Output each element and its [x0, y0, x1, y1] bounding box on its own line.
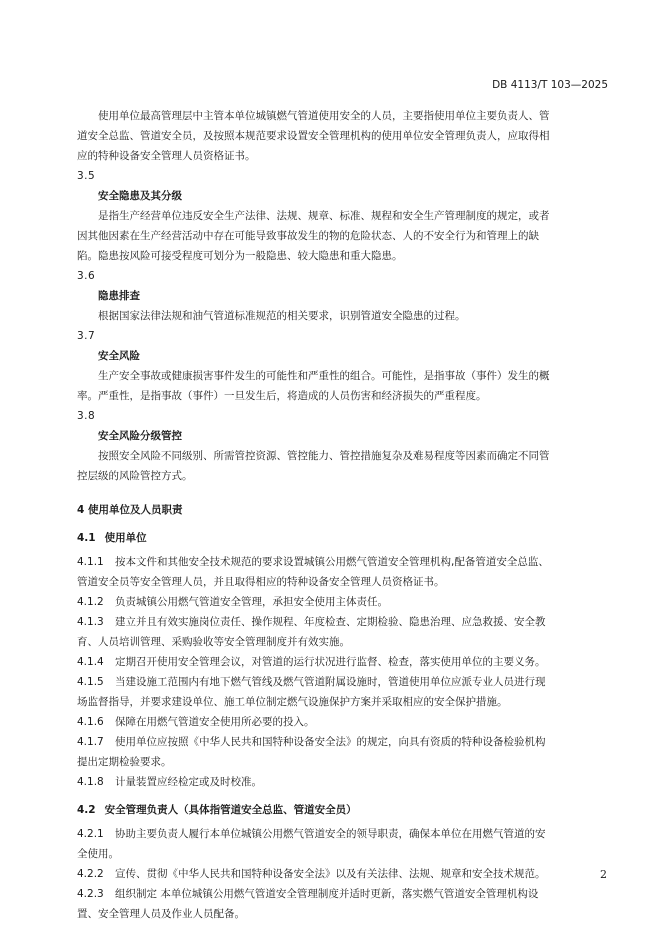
intro-line: 应的特种设备安全管理人员资格证书。	[77, 150, 256, 162]
term-number: 3.8	[77, 410, 96, 422]
subsection-number: 4.1	[77, 532, 96, 544]
term-definition-line: 根据国家法律法规和油气管道标准规范的相关要求，识别管道安全隐患的过程。	[98, 310, 466, 322]
clause-line: 4.1.5 当建设施工范围内有地下燃气管线及燃气管道附属设施时，管道使用单位应派专业人员进行现	[77, 672, 597, 692]
intro-line: 道安全总监、管道安全员，及按照本规范要求设置安全管理机构的使用单位安全管理负责人，应取得相	[77, 130, 550, 142]
document-body	[77, 106, 597, 924]
subsection-title: 使用单位	[104, 532, 147, 544]
clause-line: 4.1.8 计量装置应经检定或及时校准。	[77, 772, 597, 792]
clause-line: 4.1.3 建立并且有效实施岗位责任、操作规程、年度检查、定期检验、隐患治理、应急救援、安全教	[77, 612, 597, 632]
term-title: 安全风险分级管控	[98, 430, 182, 442]
page-number: 2	[600, 868, 607, 881]
term-number: 3.6	[77, 270, 96, 282]
clause-number: 4.1.5	[77, 676, 104, 688]
term-number: 3.7	[77, 330, 96, 342]
clause-number: 4.1.2	[77, 596, 104, 608]
clause-line: 全使用。	[77, 848, 119, 860]
term-definition-line: 率。严重性，是指事故（事件）一旦发生后，将造成的人员伤害和经济损失的严重程度。	[77, 390, 487, 402]
term-definition-line: 控层级的风险管控方式。	[77, 470, 193, 482]
term-number: 3.5	[77, 170, 96, 182]
clause-number: 4.1.1	[77, 556, 104, 568]
clause-line: 管道安全员等安全管理人员，并且取得相应的特种设备安全管理人员资格证书。	[77, 576, 445, 588]
clause-line: 4.1.6 保障在用燃气管道安全使用所必要的投入。	[77, 712, 597, 732]
document-code: DB 4113/T 103—2025	[492, 79, 608, 91]
clause-number: 4.1.6	[77, 716, 104, 728]
clause-line: 置、安全管理人员及作业人员配备。	[77, 908, 245, 920]
term-title: 安全隐患及其分级	[98, 190, 182, 202]
subsection-heading	[77, 800, 597, 820]
subsection-heading	[77, 528, 597, 548]
term-definition-line: 因其他因素在生产经营活动中存在可能导致事故发生的物的危险状态、人的不安全行为和管理上的缺	[77, 230, 539, 242]
clause-number: 4.1.3	[77, 616, 104, 628]
clause-line: 4.1.1 按本文件和其他安全技术规范的要求设置城镇公用燃气管道安全管理机构,配备管道安全总监、	[77, 552, 597, 572]
clause-number: 4.1.4	[77, 656, 104, 668]
subsection-number: 4.2	[77, 804, 96, 816]
clause-line: 4.2.3 组织制定 本单位城镇公用燃气管道安全管理制度并适时更新，落实燃气管道安全管理机构设	[77, 884, 597, 904]
term-definition-line: 陷。隐患按风险可接受程度可划分为一般隐患、较大隐患和重大隐患。	[77, 250, 403, 262]
term-title: 隐患排查	[98, 290, 140, 302]
clause-number: 4.1.8	[77, 776, 104, 788]
section-heading: 4 使用单位及人员职责	[77, 504, 183, 516]
term-title: 安全风险	[98, 350, 140, 362]
clause-line: 4.1.7 使用单位应按照《中华人民共和国特种设备安全法》的规定，向具有资质的特种设备检验机构	[77, 732, 597, 752]
clause-number: 4.2.1	[77, 828, 104, 840]
clause-line: 4.1.4 定期召开使用安全管理会议，对管道的运行状况进行监督、检查，落实使用单位的主要义务。	[77, 652, 597, 672]
subsection-title: 安全管理负责人（具体指管道安全总监、管道安全员）	[104, 804, 357, 816]
term-definition-line: 按照安全风险不同级别、所需管控资源、管控能力、管控措施复杂及难易程度等因素而确定不同管	[98, 450, 550, 462]
clause-line: 育、人员培训管理、采购验收等安全管理制度并有效实施。	[77, 636, 350, 648]
clause-line: 4.2.2 宣传、贯彻《中华人民共和国特种设备安全法》以及有关法律、法规、规章和安全技术规范。	[77, 864, 597, 884]
clause-line: 4.2.1 协助主要负责人履行本单位城镇公用燃气管道安全的领导职责，确保本单位在用燃气管道的安	[77, 824, 597, 844]
term-definition-line: 生产安全事故或健康损害事件发生的可能性和严重性的组合。可能性，是指事故（事件）发生的概	[98, 370, 550, 382]
term-definition-line: 是指生产经营单位违反安全生产法律、法规、规章、标准、规程和安全生产管理制度的规定，或者	[98, 210, 550, 222]
clause-line: 提出定期检验要求。	[77, 756, 172, 768]
clause-line: 场监督指导，并要求建设单位、施工单位制定燃气设施保护方案并采取相应的安全保护措施。	[77, 696, 508, 708]
clause-line: 4.1.2 负责城镇公用燃气管道安全管理，承担安全使用主体责任。	[77, 592, 597, 612]
intro-line: 使用单位最高管理层中主管本单位城镇燃气管道使用安全的人员，主要指使用单位主要负责人、管	[98, 110, 550, 122]
clause-number: 4.2.3	[77, 888, 104, 900]
clause-number: 4.2.2	[77, 868, 104, 880]
clause-number: 4.1.7	[77, 736, 104, 748]
